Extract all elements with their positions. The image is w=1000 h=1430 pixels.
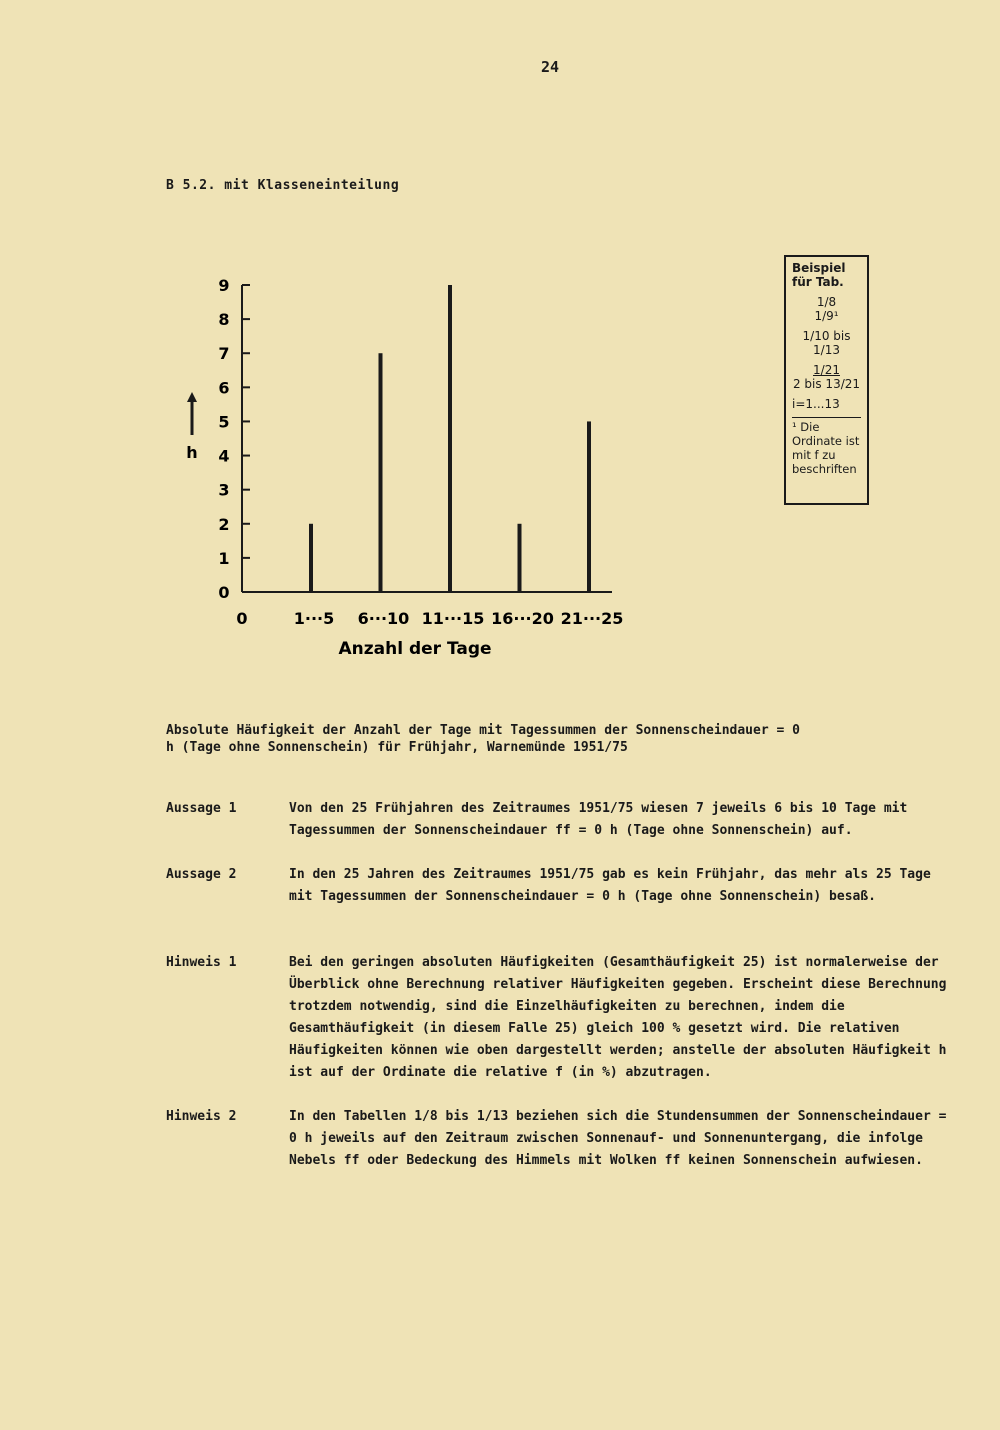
- note-text: Von den 25 Frühjahren des Zeitraumes 1951/75 wiesen 7 jeweils 6 bis 10 Tage mit Tagessummen der Sonnenscheindauer ff = 0 h (Tage ohne Sonnenschein) auf.: [289, 801, 908, 838]
- y-tick-label: 3: [218, 480, 230, 500]
- x-tick-label: 11···15: [421, 609, 485, 628]
- note-label: Aussage 2: [166, 867, 237, 882]
- y-tick-label: 1: [218, 548, 230, 568]
- legend-line-2: 1/9¹: [814, 309, 839, 323]
- page-number: 24: [540, 58, 560, 76]
- y-tick-label: 6: [218, 378, 230, 398]
- y-axis-arrow: [187, 392, 197, 435]
- legend-footnote: ¹ Die Ordinate ist mit f zu beschriften: [792, 417, 861, 476]
- x-tick-labels: [236, 609, 623, 628]
- legend-line-3: 1/10 bis: [802, 329, 851, 343]
- section-heading: B 5.2. mit Klasseneinteilung: [166, 178, 400, 193]
- chart-bars: [309, 285, 591, 592]
- note-text: In den 25 Jahren des Zeitraumes 1951/75 gab es kein Frühjahr, das mehr als 25 Tage mit Tagessummen der Sonnenscheindauer = 0 h (Tage ohne Sonnenschein) besaß.: [289, 867, 931, 904]
- figure-caption: Absolute Häufigkeit der Anzahl der Tage mit Tagessummen der Sonnenscheindauer = 0 h (Tage ohne Sonnenschein) für Frühjahr, Warnemünde 1951/75: [166, 723, 800, 755]
- x-tick-label: 16···20: [491, 609, 554, 628]
- bar-4: [518, 524, 522, 592]
- x-tick-label: 1···5: [293, 609, 335, 628]
- note-text: Bei den geringen absoluten Häufigkeiten (Gesamthäufigkeit 25) ist normalerweise der Überblick ohne Berechnung relativer Häufigkeiten gegeben. Erscheint diese Berechnung trotzdem notwendig, sind die Einzelhäufigkeiten zu berechnen, indem die Gesamthäufigkeit (in diesem Falle 25) gleich 100 % gesetzt wird. Die relativen Häufigkeiten können wie oben dargestellt werden; anstelle der absoluten Häufigkeit h ist auf der Ordinate die relative f (in %) abzutragen.: [289, 955, 947, 1080]
- legend-group-1: [792, 295, 861, 323]
- x-tick-label-origin: 0: [236, 609, 248, 628]
- legend-line-1: 1/8: [816, 295, 837, 309]
- y-tick-label: 0: [218, 583, 230, 602]
- note-label: Hinweis 2: [166, 1109, 237, 1124]
- y-tick-label: 4: [218, 446, 230, 466]
- x-tick-label: 6···10: [357, 609, 410, 628]
- note-label: Aussage 1: [166, 801, 237, 816]
- y-tick-label: 7: [218, 344, 230, 364]
- y-ticks: [218, 276, 250, 602]
- x-tick-label: 21···25: [560, 609, 624, 628]
- legend-title: Beispiel für Tab.: [792, 261, 846, 289]
- chart-axes: [242, 285, 612, 592]
- y-tick-label: 8: [218, 310, 230, 330]
- note-text: In den Tabellen 1/8 bis 1/13 beziehen sich die Stundensummen der Sonnenscheindauer = 0 h jeweils auf den Zeitraum zwischen Sonnenauf- und Sonnenuntergang, die infolge Nebels ff oder Bedeckung des Himmels mit Wolken ff keinen Sonnenschein aufwiesen.: [289, 1109, 947, 1168]
- y-tick-label: 2: [218, 514, 230, 534]
- legend-line-5: 1/21: [813, 363, 840, 377]
- legend-box: [784, 255, 869, 505]
- y-tick-label: 5: [218, 412, 230, 432]
- x-axis-label: Anzahl der Tage: [338, 639, 492, 659]
- note-label: Hinweis 1: [166, 955, 237, 970]
- y-axis-label: h: [186, 443, 198, 462]
- legend-group-2: [792, 329, 861, 357]
- bar-3: [448, 285, 452, 592]
- legend-group-3: [792, 363, 861, 391]
- legend-line-6: 2 bis 13/21: [792, 377, 861, 391]
- bar-2: [379, 353, 383, 592]
- y-tick-label: 9: [218, 276, 230, 295]
- bar-5: [587, 421, 591, 592]
- legend-line-7: i=1...13: [792, 397, 840, 411]
- bar-1: [309, 524, 313, 592]
- legend-line-4: 1/13: [813, 343, 840, 357]
